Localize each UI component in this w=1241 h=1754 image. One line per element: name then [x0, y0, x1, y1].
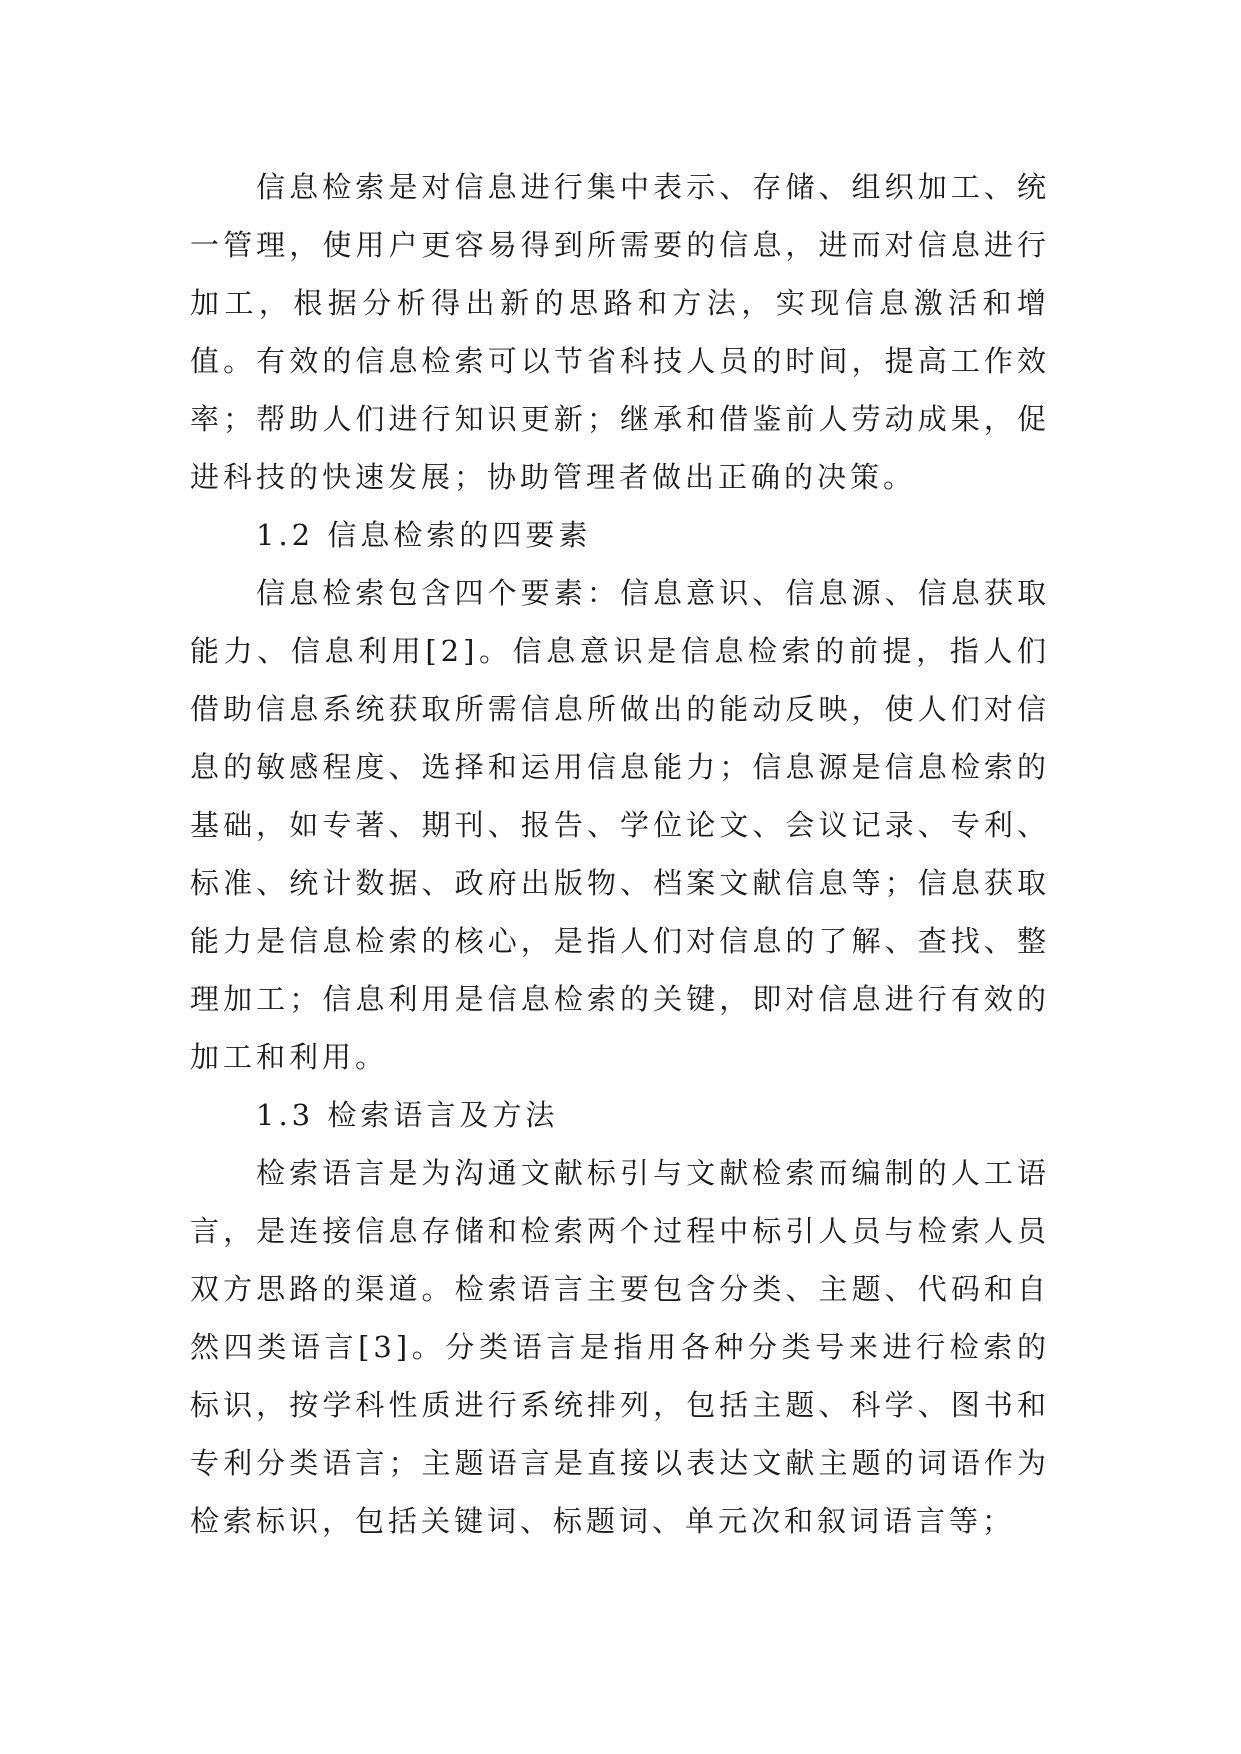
paragraph-retrieval-language: 检索语言是为沟通文献标引与文献检索而编制的人工语言，是连接信息存储和检索两个过程中标引人员与检索人员双方思路的渠道。检索语言主要包含分类、主题、代码和自然四类语言[3]。分类语言是指用各种分类号来进行检索的标识，按学科性质进行系统排列，包括主题、科学、图书和专利分类语言；主题语言是直接以表达文献主题的词语作为检索标识，包括关键词、标题词、单元次和叙词语言等；	[190, 1156, 1050, 1538]
paragraph-info-retrieval-definition: 信息检索是对信息进行集中表示、存储、组织加工、统一管理，使用户更容易得到所需要的信息，进而对信息进行加工，根据分析得出新的思路和方法，实现信息激活和增值。有效的信息检索可以节省科技人员的时间，提高工作效率；帮助人们进行知识更新；继承和借鉴前人劳动成果，促进科技的快速发展；协助管理者做出正确的决策。	[190, 170, 1050, 494]
section-heading-1-2: 1.2 信息检索的四要素	[256, 518, 592, 552]
paragraph-four-elements: 信息检索包含四个要素：信息意识、信息源、信息获取能力、信息利用[2]。信息意识是信息检索的前提，指人们借助信息系统获取所需信息所做出的能动反映，使人们对信息的敏感程度、选择和运用信息能力；信息源是信息检索的基础，如专著、期刊、报告、学位论文、会议记录、专利、标准、统计数据、政府出版物、档案文献信息等；信息获取能力是信息检索的核心，是指人们对信息的了解、查找、整理加工；信息利用是信息检索的关键，即对信息进行有效的加工和利用。	[190, 576, 1050, 1074]
section-heading-1-3: 1.3 检索语言及方法	[256, 1098, 559, 1132]
document-body	[190, 158, 1050, 1550]
